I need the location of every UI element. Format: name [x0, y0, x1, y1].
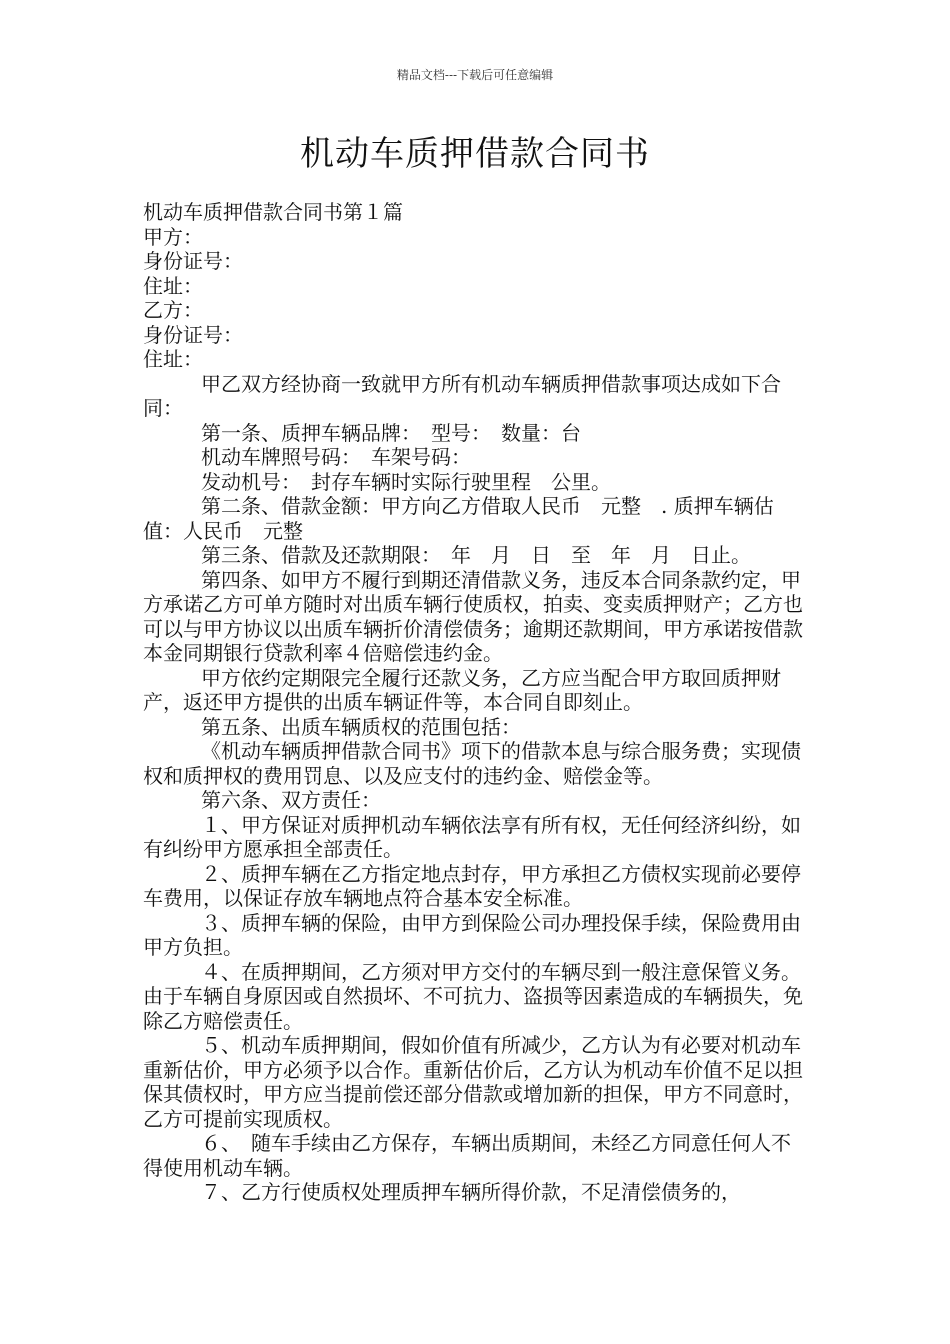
paragraph-duty-4: ４、在质押期间，乙方须对甲方交付的车辆尽到一般注意保管义务。由于车辆自身原因或自然损坏、不可抗力、盗损等因素造成的车辆损失，免除乙方赔偿责任。	[143, 959, 803, 1033]
paragraph-duty-6: ６、 随车手续由乙方保存，车辆出质期间，未经乙方同意任何人不得使用机动车辆。	[143, 1131, 791, 1180]
paragraph-duty-5: ５、机动车质押期间，假如价值有所减少，乙方认为有必要对机动车重新估价，甲方必须予以合作。重新估价后，乙方认为机动车价值不足以担保其债权时，甲方应当提前偿还部分借款或增加新的担保，甲方不同意时，乙方可提前实现质权。	[143, 1033, 803, 1131]
paragraph-article-4-return: 甲方依约定期限完全履行还款义务，乙方应当配合甲方取回质押财产，返还甲方提供的出质车辆证件等，本合同自即刻止。	[143, 665, 781, 714]
paragraph-article-1: 第一条、质押车辆品牌： 型号： 数量：台	[201, 420, 581, 445]
party-b-field: 乙方：	[143, 298, 203, 322]
paragraph-article-3: 第三条、借款及还款期限： 年 月 日 至 年 月 日止。	[201, 543, 751, 567]
paragraph-duty-1: １、甲方保证对质押机动车辆依法享有所有权，无任何经济纠纷，如有纠纷甲方愿承担全部责任。	[143, 812, 801, 861]
party-b-address-field: 住址：	[143, 347, 203, 371]
paragraph-intro: 甲乙双方经协商一致就甲方所有机动车辆质押借款事项达成如下合同：	[143, 371, 781, 420]
paragraph-duty-7: ７、乙方行使质权处理质押车辆所得价款，不足清偿债务的，	[201, 1180, 741, 1204]
paragraph-plate-number: 机动车牌照号码： 车架号码：	[201, 445, 471, 469]
header-note: 精品文档---下载后可任意编辑	[396, 68, 554, 82]
document-subtitle: 机动车质押借款合同书第１篇	[143, 200, 403, 224]
party-a-id-field: 身份证号：	[143, 249, 243, 273]
document-title: 机动车质押借款合同书	[300, 134, 650, 174]
party-a-field: 甲方：	[143, 224, 203, 249]
paragraph-article-4: 第四条、如甲方不履行到期还清借款义务，违反本合同条款约定，甲方承诺乙方可单方随时对出质车辆行使质权，拍卖、变卖质押财产；乙方也可以与甲方协议以出质车辆折价清偿债务；逾期还款期间，甲方承诺按借款本金同期银行贷款利率４倍赔偿违约金。	[143, 567, 803, 665]
paragraph-article-6: 第六条、双方责任：	[201, 788, 381, 812]
paragraph-engine-number: 发动机号： 封存车辆时实际行驶里程 公里。	[201, 469, 611, 494]
document-body	[143, 200, 808, 1205]
paragraph-article-2: 第二条、借款金额：甲方向乙方借取人民币 元整 . 质押车辆估值：人民币 元整	[143, 494, 774, 543]
paragraph-duty-2: ２、质押车辆在乙方指定地点封存，甲方承担乙方债权实现前必要停车费用，以保证存放车辆地点符合基本安全标准。	[143, 861, 801, 910]
party-a-address-field: 住址：	[143, 273, 203, 298]
paragraph-article-5-scope: 《机动车辆质押借款合同书》项下的借款本息与综合服务费；实现债权和质押权的费用罚息、以及应支付的违约金、赔偿金等。	[143, 739, 801, 788]
paragraph-duty-3: ３、质押车辆的保险，由甲方到保险公司办理投保手续，保险费用由甲方负担。	[143, 910, 801, 959]
paragraph-article-5: 第五条、出质车辆质权的范围包括：	[201, 714, 521, 739]
party-b-id-field: 身份证号：	[143, 322, 243, 347]
